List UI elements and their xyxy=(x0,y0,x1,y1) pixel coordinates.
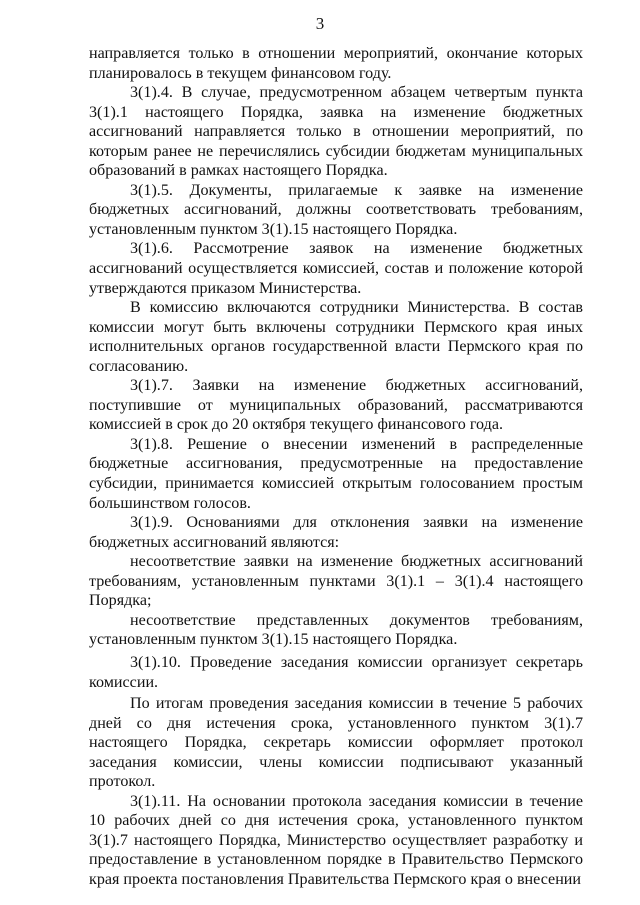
paragraph: 3(1).11. На основании протокола заседания комиссии в течение 10 рабочих дней со дня истечения срока, установленного пунктом 3(1).7 настоящего Порядка, Министерство осуществляет разработку и предоставление в установленном порядке в Правительство Пермского края проекта постановления Правительства Пермского края о внесении xyxy=(89,792,583,888)
paragraph: 3(1).6. Рассмотрение заявок на изменение бюджетных ассигнований осуществляется комиссией, состав и положение которой утверждаются приказом Министерства. xyxy=(89,240,583,297)
paragraph: несоответствие представленных документов требованиям, установленным пунктом 3(1).15 настоящего Порядка. xyxy=(89,611,583,649)
paragraph: направляется только в отношении мероприятий, окончание которых планировалось в текущем финансовом году. xyxy=(89,45,583,82)
paragraph: несоответствие заявки на изменение бюджетных ассигнований требованиям, установленным пунктами 3(1).1 – 3(1).4 настоящего Порядка; xyxy=(89,553,583,610)
paragraph: 3(1).7. Заявки на изменение бюджетных ассигнований, поступившие от муниципальных образований, рассматриваются комиссией в срок до 20 октября текущего финансового года. xyxy=(89,377,583,434)
paragraph: 3(1).8. Решение о внесении изменений в распределенные бюджетные ассигнования, предусмотренные на предоставление субсидии, принимается комиссией открытым голосованием простым большинством голосов. xyxy=(89,435,583,512)
paragraph: 3(1).5. Документы, прилагаемые к заявке на изменение бюджетных ассигнований, должны соответствовать требованиям, установленным пунктом 3(1).15 настоящего Порядка. xyxy=(89,181,583,238)
paragraph: По итогам проведения заседания комиссии в течение 5 рабочих дней со дня истечения срока, установленного пунктом 3(1).7 настоящего Порядка, секретарь комиссии оформляет протокол заседания комиссии, члены комиссии подписывают указанный протокол. xyxy=(89,695,583,791)
document-body xyxy=(89,44,583,890)
page-number: 3 xyxy=(315,14,325,33)
paragraph: 3(1).4. В случае, предусмотренном абзацем четвертым пункта 3(1).1 настоящего Порядка, заявка на изменение бюджетных ассигнований направляется только в отношении мероприятий, по которым ранее не перечислялись субсидии бюджетам муниципальных образований в рамках настоящего Порядка. xyxy=(89,84,583,180)
paragraph: В комиссию включаются сотрудники Министерства. В состав комиссии могут быть включены сотрудники Пермского края иных исполнительных органов государственной власти Пермского края по согласованию. xyxy=(89,299,583,375)
paragraph: 3(1).10. Проведение заседания комиссии организует секретарь комиссии. xyxy=(89,653,583,691)
paragraph: 3(1).9. Основаниями для отклонения заявки на изменение бюджетных ассигнований являются: xyxy=(89,514,583,551)
